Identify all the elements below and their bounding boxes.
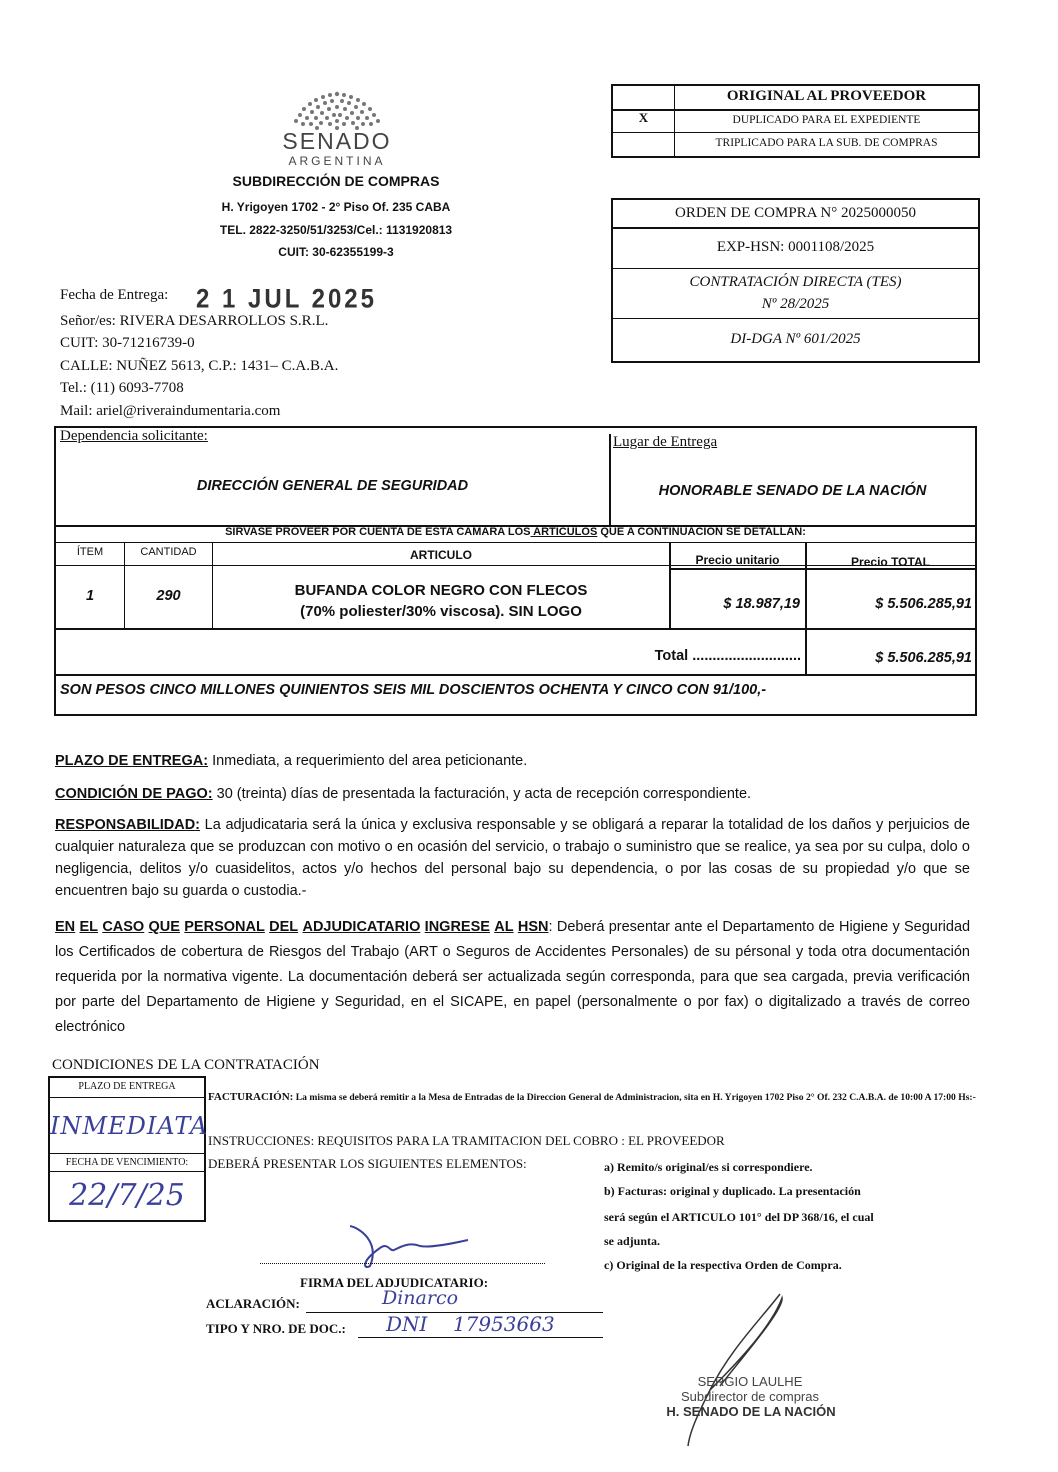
copy-duplicate: DUPLICADO PARA EL EXPEDIENTE <box>732 114 921 126</box>
row-item: 1 <box>85 588 95 604</box>
header-quantity: CANTIDAD <box>140 546 197 558</box>
requirement-c: c) Original de la respectiva Orden de Compra. <box>604 1258 842 1272</box>
supplier-name: Señor/es: RIVERA DESARROLLOS S.R.L. <box>60 313 329 329</box>
signature-label: FIRMA DEL ADJUDICATARIO: <box>300 1275 489 1290</box>
supplier-signature-icon <box>340 1222 480 1272</box>
delivery-place-label: Lugar de Entrega <box>613 434 718 450</box>
instructions-line2: DEBERÁ PRESENTAR LOS SIGUIENTES ELEMENTOS: <box>208 1156 527 1171</box>
aclaracion-value: Dinarco <box>382 1287 459 1309</box>
header-total-price: Precio TOTAL <box>851 555 930 569</box>
stamp-role: Subdirector de compras <box>680 1389 819 1404</box>
row-unit-price: $ 18.987,19 <box>723 596 800 612</box>
conditions-boxes <box>48 1076 209 1222</box>
plazo-box-label: PLAZO DE ENTREGA <box>78 1081 176 1092</box>
official-signature-icon <box>670 1290 810 1450</box>
venc-box-label: FECHA DE VENCIMIENTO: <box>65 1157 189 1168</box>
term-payment: CONDICIÓN DE PAGO: 30 (treinta) días de presentada la facturación, y acta de recepción correspondiente. <box>55 786 752 802</box>
delivery-date-label: Fecha de Entrega: <box>60 287 169 303</box>
venc-box-value: 22/7/25 <box>69 1178 185 1213</box>
dependency-value: DIRECCIÓN GENERAL DE SEGURIDAD <box>196 478 469 494</box>
senado-logo-icon <box>282 80 392 132</box>
total-value: $ 5.506.285,91 <box>875 650 972 666</box>
di-dga-number: DI-DGA Nº 601/2025 <box>730 331 861 347</box>
order-box <box>611 198 980 363</box>
amount-in-words: SON PESOS CINCO MILLONES QUINIENTOS SEIS MIL DOSCIENTOS OCHENTA Y CINCO CON 91/100,- <box>60 682 767 698</box>
doc-value: DNI 17953663 <box>386 1312 555 1336</box>
plazo-box-value: INMEDIATA <box>50 1112 209 1140</box>
term-responsibility: RESPONSABILIDAD: La adjudicataria será la única y exclusiva responsable y se obligará a reparar la totalidad de los daños y perjuicios de cualquier naturaleza que se produzcan con motivo o en ocasión del servicio, o trabajo o suministro que se realice, ya sea por su culpa, dolo o negligencia, delitos y/o cuasidelitos, actos y/o hechos del personal bajo su dependencia, o por las cosas de su propiedad y/o que se encuentren bajo su guarda o custodia.- <box>55 817 970 899</box>
copy-triplicate: TRIPLICADO PARA LA SUB. DE COMPRAS <box>715 137 938 149</box>
row-total-price: $ 5.506.285,91 <box>875 596 972 612</box>
row-quantity: 290 <box>156 588 181 604</box>
requirement-b3: se adjunta. <box>604 1234 661 1248</box>
header-unit-price: Precio unitario <box>695 553 780 567</box>
logo-text: SENADO <box>282 128 392 154</box>
term-delivery: PLAZO DE ENTREGA: Inmediata, a requerimiento del area peticionante. <box>55 753 528 769</box>
billing-text: FACTURACIÓN: La misma se deberá remitir a la Mesa de Entradas de la Direccion General de Administracion, sita en H. Yrigoyen 1702 Piso 2° Of. 232 C.A.B.A. de 10:00 A 17:00 Hs:- <box>208 1091 976 1103</box>
stamp-name: SERGIO LAULHE <box>697 1374 803 1389</box>
header-article: ARTICULO <box>410 548 472 562</box>
supplier-tel: Tel.: (11) 6093-7708 <box>60 380 184 396</box>
office-address: H. Yrigoyen 1702 - 2° Piso Of. 235 CABA <box>221 200 451 214</box>
stamp-org: H. SENADO DE LA NACIÓN <box>666 1404 836 1419</box>
row-description-line1: BUFANDA COLOR NEGRO CON FLECOS <box>294 582 588 599</box>
supplier-mail: Mail: ariel@riveraindumentaria.com <box>60 403 281 419</box>
conditions-title: CONDICIONES DE LA CONTRATACIÓN <box>52 1057 320 1073</box>
aclaracion-label: ACLARACIÓN: <box>206 1296 300 1311</box>
doc-label: TIPO Y NRO. DE DOC.: <box>206 1321 346 1336</box>
total-label: Total ........................... <box>654 648 801 664</box>
requirement-b2: será según el ARTICULO 101° del DP 368/16, el cual <box>604 1210 874 1224</box>
signature-line <box>260 1263 545 1264</box>
order-table <box>54 426 977 716</box>
office-cuit: CUIT: 30-62355199-3 <box>278 245 394 259</box>
dependency-label: Dependencia solicitante: <box>60 428 208 444</box>
instructions-line1: INSTRUCCIONES: REQUISITOS PARA LA TRAMITACION DEL COBRO : EL PROVEEDOR <box>208 1133 725 1148</box>
items-banner: SIRVASE PROVEER POR CUENTA DE ESTA CAMARA LOS ARTICULOS QUE A CONTINUACION SE DETALLAN: <box>225 526 806 538</box>
copy-check-mark: X <box>638 110 649 125</box>
delivery-place-value: HONORABLE SENADO DE LA NACIÓN <box>658 483 927 499</box>
term-personnel: EN EL CASO QUE PERSONAL DEL ADJUDICATARIO INGRESE AL HSN: Deberá presentar ante el Departamento de Higiene y Seguridad los Certificados de cobertura de Riesgos del Trabajo (ART o Seguros de Accidentes Personales) de su pérsonal y toda otra documentación requerida por la normativa vigente. La documentación deberá ser actualizada según corresponda, para que sea cargada, previa verificación por parte del Departamento de Higiene y Seguridad, en el SICAPE, en papel (personalmente o por fax) o digitalizado a través de correo electrónico <box>55 919 971 1035</box>
copies-box <box>611 84 980 158</box>
row-description-line2: (70% poliester/30% viscosa). SIN LOGO <box>300 603 582 620</box>
office-name: SUBDIRECCIÓN DE COMPRAS <box>232 173 440 189</box>
doc-line <box>358 1337 603 1338</box>
delivery-date-stamp: 2 1 JUL 2025 <box>196 284 377 315</box>
order-number: ORDEN DE COMPRA N° 2025000050 <box>674 205 917 221</box>
supplier-street: CALLE: NUÑEZ 5613, C.P.: 1431– C.A.B.A. <box>60 358 339 374</box>
exp-number: EXP-HSN: 0001108/2025 <box>716 239 875 255</box>
header-item: ÍTEM <box>76 546 104 558</box>
requirement-a: a) Remito/s original/es si correspondiere. <box>604 1160 813 1174</box>
contract-line2: Nº 28/2025 <box>761 296 830 312</box>
contract-line1: CONTRATACIÓN DIRECTA (TES) <box>689 274 902 290</box>
copy-original: ORIGINAL AL PROVEEDOR <box>726 88 927 104</box>
logo-sub: ARGENTINA <box>288 154 386 168</box>
requirement-b1: b) Facturas: original y duplicado. La presentación <box>604 1184 861 1198</box>
office-phones: TEL. 2822-3250/51/3253/Cel.: 1131920813 <box>219 223 453 237</box>
supplier-cuit: CUIT: 30-71216739-0 <box>60 335 195 351</box>
